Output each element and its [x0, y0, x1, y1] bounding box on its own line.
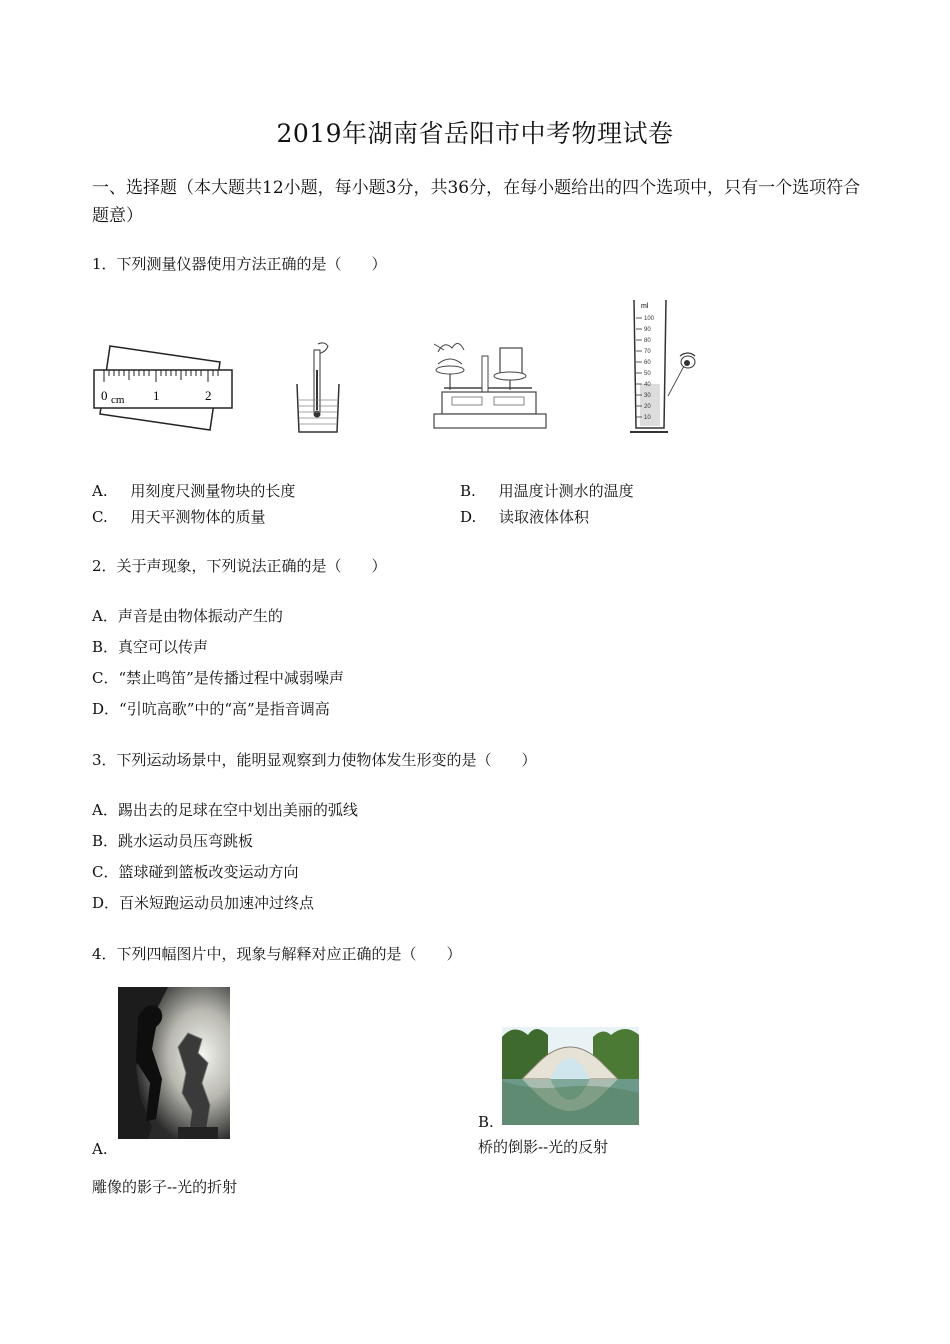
q4-option-b-letter: B. [478, 1113, 494, 1131]
q1-option-b-text: 用温度计测水的温度 [498, 482, 634, 500]
cylinder-tick-label: 90 [644, 327, 651, 333]
question-3-stem: 3．下列运动场景中，能明显观察到力使物体发生形变的是（ ） [92, 751, 537, 769]
section-heading: 一、选择题（本大题共12小题，每小题3分，共36分，在每小题给出的四个选项中，只有一个选项符合题意） [92, 178, 861, 226]
q1-option-d-letter: D. [460, 508, 477, 526]
q1-option-a-text: 用刻度尺测量物块的长度 [130, 482, 296, 500]
q3-option-a[interactable]: A．踢出去的足球在空中划出美丽的弧线 [92, 801, 358, 819]
q4-option-a-text: 雕像的影子--光的折射 [92, 1178, 238, 1196]
cylinder-tick-label: 50 [644, 371, 651, 377]
ruler-label-one: 1 [153, 388, 160, 403]
q1-option-d-text: 读取液体体积 [499, 508, 590, 526]
cylinder-tick-label: 10 [644, 415, 651, 421]
ruler-label-zero: 0 [101, 388, 108, 403]
q3-option-d[interactable]: D．百米短跑运动员加速冲过终点 [92, 894, 315, 912]
q1-option-a-letter: A. [92, 482, 108, 500]
statue-shadow-photo [118, 987, 230, 1139]
cylinder-unit: ml [641, 303, 649, 310]
ruler-label-unit: cm [111, 394, 125, 406]
cylinder-tick-label: 30 [644, 393, 651, 399]
q1-option-a[interactable] [92, 480, 295, 501]
cylinder-tick-label: 60 [644, 360, 651, 366]
cylinder-tick-label: 40 [644, 382, 651, 388]
q2-option-a[interactable]: A．声音是由物体振动产生的 [92, 607, 283, 625]
q2-option-b[interactable]: B．真空可以传声 [92, 638, 209, 656]
q1-option-c-letter: C. [92, 508, 108, 526]
q2-option-d[interactable]: D．“引吭高歌”中的“高”是指音调高 [92, 700, 330, 718]
balance-figure [428, 330, 553, 435]
q1-option-d[interactable] [460, 506, 589, 527]
q1-option-c[interactable] [92, 506, 266, 527]
thermometer-figure [293, 340, 343, 435]
q4-option-b-text: 桥的倒影--光的反射 [478, 1138, 609, 1156]
cylinder-tick-label: 80 [644, 338, 651, 344]
question-2-stem: 2．关于声现象，下列说法正确的是（ ） [92, 557, 387, 575]
q3-option-b[interactable]: B．跳水运动员压弯跳板 [92, 832, 254, 850]
question-1-stem: 1．下列测量仪器使用方法正确的是（ ） [92, 255, 387, 273]
q2-option-c[interactable]: C．“禁止鸣笛”是传播过程中减弱噪声 [92, 669, 344, 687]
cylinder-tick-label: 100 [644, 316, 655, 322]
q1-option-b-letter: B. [460, 482, 476, 500]
question-4-stem: 4．下列四幅图片中，现象与解释对应正确的是（ ） [92, 945, 462, 963]
ruler-label-two: 2 [205, 388, 212, 403]
q4-option-a-letter: A. [92, 1140, 108, 1158]
cylinder-tick-label: 20 [644, 404, 651, 410]
bridge-reflection-photo [502, 1027, 639, 1125]
cylinder-tick-label: 70 [644, 349, 651, 355]
q3-option-c[interactable]: C．篮球碰到篮板改变运动方向 [92, 863, 299, 881]
ruler-figure [92, 340, 237, 435]
q1-option-c-text: 用天平测物体的质量 [130, 508, 266, 526]
q1-option-b[interactable] [460, 480, 634, 501]
page-title: 2019年湖南省岳阳市中考物理试卷 [276, 119, 674, 148]
cylinder-figure [628, 296, 703, 436]
